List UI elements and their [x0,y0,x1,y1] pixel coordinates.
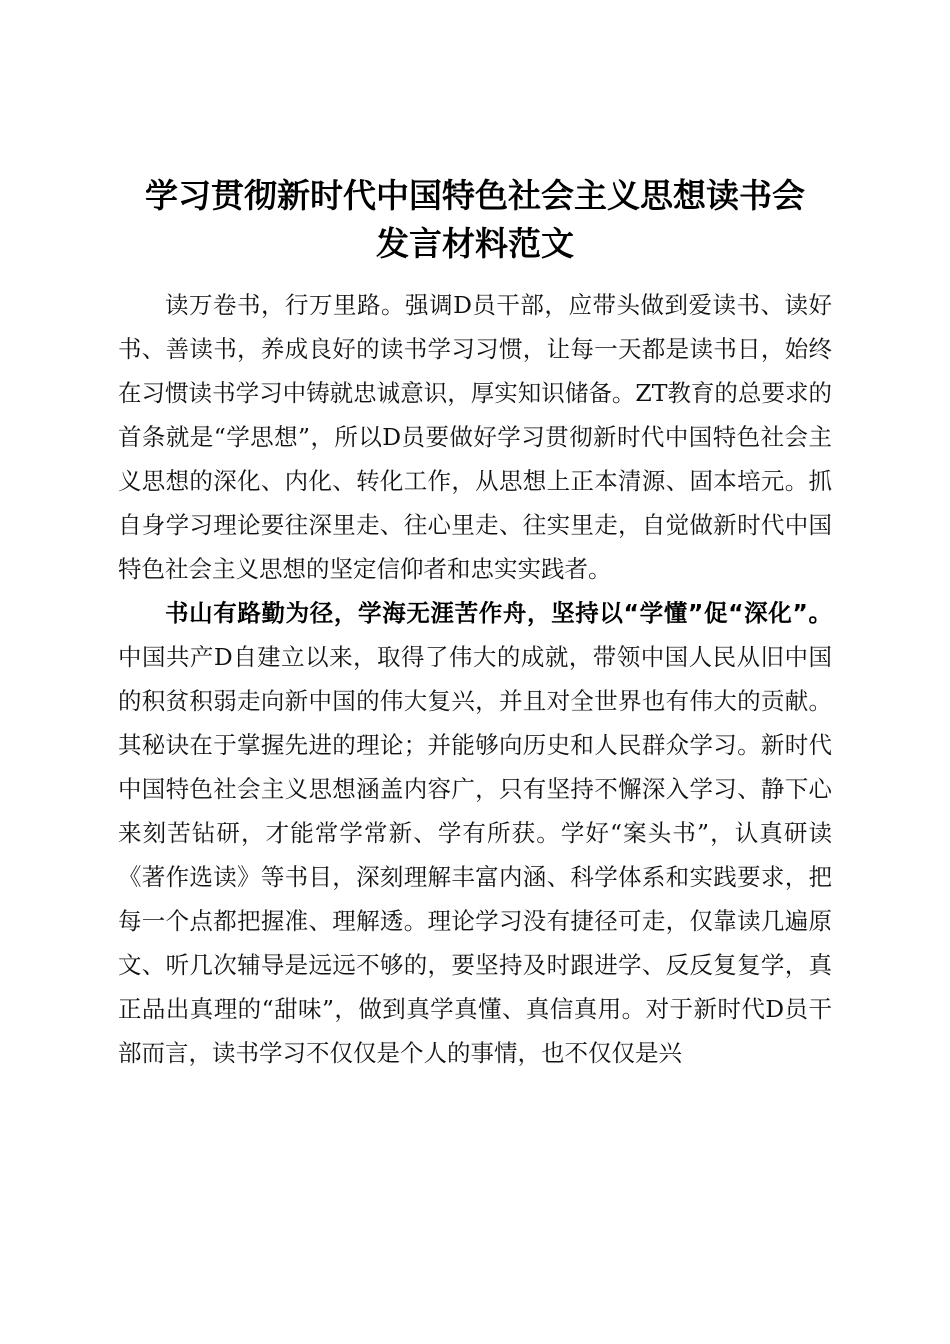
paragraph-study-text: 中国共产D自建立以来，取得了伟大的成就，带领中国人民从旧中国的积贫积弱走向新中国的伟大复兴，并且对全世界也有伟大的贡献。其秘诀在于掌握先进的理论；并能够向历史和人民群众学习。新时代中国特色社会主义思想涵盖内容广，只有坚持不懈深入学习、静下心来刻苦钻研，才能常学常新、学有所获。学好“案头书”，认真研读《著作选读》等书目，深刻理解丰富内涵、科学体系和实践要求，把每一个点都把握准、理解透。理论学习没有捷径可走，仅靠读几遍原文、听几次辅导是远远不够的，要坚持及时跟进学、反反复复学，真正品出真理的“甜味”，做到真学真懂、真信真用。对于新时代D员干部而言，读书学习不仅仅是个人的事情，也不仅仅是兴 [118,643,832,1067]
paragraph-study [118,591,832,1075]
paragraph-intro: 读万卷书，行万里路。强调D员干部，应带头做到爱读书、读好书、善读书，养成良好的读书学习习惯，让每一天都是读书日，始终在习惯读书学习中铸就忠诚意识，厚实知识储备。ZT教育的总要求的首条就是“学思想”，所以D员要做好学习贯彻新时代中国特色社会主义思想的深化、内化、转化工作，从思想上正本清源、固本培元。抓自身学习理论要往深里走、往心里走、往实里走，自觉做新时代中国特色社会主义思想的坚定信仰者和忠实实践者。 [118,291,832,583]
document-title [100,172,850,268]
paragraph-study-heading: 书山有路勤为径，学海无涯苦作舟，坚持以“学懂”促“深化”。 [165,599,832,627]
document-title-line-1: 学习贯彻新时代中国特色社会主义思想读书会 [145,176,805,215]
document-title-line-2: 发言材料范文 [376,224,574,263]
document-body [118,283,832,1075]
